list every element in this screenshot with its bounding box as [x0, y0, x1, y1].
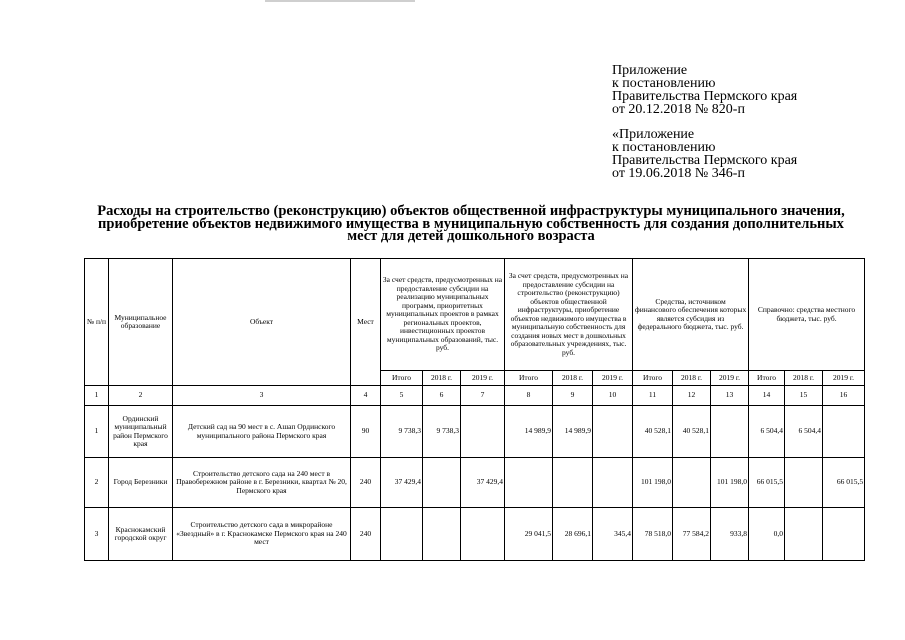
table-row	[85, 508, 865, 561]
header-municipality: Муниципальное образование	[109, 259, 173, 386]
value-cell: 9 738,3	[381, 406, 423, 458]
value-cell: 37 429,4	[381, 458, 423, 508]
value-cell: 14 989,9	[505, 406, 553, 458]
appendix-line: Приложение	[612, 63, 688, 78]
subheader-2018: 2018 г.	[553, 371, 593, 386]
title-line: Расходы на строительство (реконструкцию) объектов общественной инфраструктуры муниципального значения,	[97, 203, 845, 219]
row-object: Детский сад на 90 мест в с. Ашап Ординского муниципального района Пермского края	[173, 406, 351, 458]
title-line: мест для детей дошкольного возраста	[347, 228, 595, 244]
value-cell	[461, 406, 505, 458]
subheader-total: Итого	[505, 371, 553, 386]
value-cell: 28 696,1	[553, 508, 593, 561]
subheader-2019: 2019 г.	[461, 371, 505, 386]
column-number: 12	[673, 386, 711, 406]
column-number: 13	[711, 386, 749, 406]
header-group-program-subsidy: За счет средств, предусмотренных на предоставление субсидии на реализацию муниципальных программ, приоритетных муниципальных проектов в рамках региональных проектов, инвестиционных проектов муниципальных образований, тыс. руб.	[381, 259, 505, 371]
value-cell	[593, 458, 633, 508]
column-number: 2	[109, 386, 173, 406]
scan-top-line	[265, 0, 415, 2]
row-municipality: Краснокамский городской округ	[109, 508, 173, 561]
value-cell	[673, 458, 711, 508]
value-cell	[423, 508, 461, 561]
value-cell: 6 504,4	[749, 406, 785, 458]
column-number: 9	[553, 386, 593, 406]
header-group-local-budget: Справочно: средства местного бюджета, тыс. руб.	[749, 259, 865, 371]
value-cell	[785, 458, 823, 508]
value-cell: 29 041,5	[505, 508, 553, 561]
value-cell	[823, 406, 865, 458]
value-cell: 101 198,0	[711, 458, 749, 508]
value-cell: 9 738,3	[423, 406, 461, 458]
value-cell: 101 198,0	[633, 458, 673, 508]
value-cell	[711, 406, 749, 458]
subheader-total: Итого	[633, 371, 673, 386]
column-number: 8	[505, 386, 553, 406]
table-row	[85, 406, 865, 458]
row-object: Строительство детского сада на 240 мест в Правобережном районе в г. Березники, квартал № 20, Пермского края	[173, 458, 351, 508]
header-object: Объект	[173, 259, 351, 386]
value-cell	[423, 458, 461, 508]
appendix-line: от 20.12.2018 № 820-п	[612, 102, 745, 117]
value-cell	[505, 458, 553, 508]
subheader-total: Итого	[381, 371, 423, 386]
value-cell	[785, 508, 823, 561]
appendix-line: Правительства Пермского края	[612, 89, 798, 104]
column-number: 5	[381, 386, 423, 406]
value-cell: 66 015,5	[823, 458, 865, 508]
header-num: № п/п	[85, 259, 109, 386]
subheader-2019: 2019 г.	[823, 371, 865, 386]
column-number: 3	[173, 386, 351, 406]
value-cell: 0,0	[749, 508, 785, 561]
row-places: 240	[351, 458, 381, 508]
subheader-total: Итого	[749, 371, 785, 386]
column-number: 15	[785, 386, 823, 406]
row-places: 90	[351, 406, 381, 458]
subheader-2019: 2019 г.	[593, 371, 633, 386]
value-cell	[553, 458, 593, 508]
appendix-line: к постановлению	[612, 76, 716, 91]
appendix-line: «Приложение	[612, 127, 695, 142]
column-number: 16	[823, 386, 865, 406]
value-cell	[461, 508, 505, 561]
value-cell: 40 528,1	[673, 406, 711, 458]
value-cell: 37 429,4	[461, 458, 505, 508]
value-cell: 933,8	[711, 508, 749, 561]
appendix-block-original	[612, 128, 797, 180]
table-row	[85, 458, 865, 508]
appendix-line: к постановлению	[612, 140, 716, 155]
column-number: 10	[593, 386, 633, 406]
value-cell: 40 528,1	[633, 406, 673, 458]
column-number-row	[85, 386, 865, 406]
header-row	[85, 259, 865, 371]
header-group-construction-subsidy: За счет средств, предусмотренных на предоставление субсидии на строительство (реконструкцию) объектов общественной инфраструктуры, приобретение объектов недвижимого имущества в муниципальную собственность для создания новых мест в дошкольных образовательных учреждениях, тыс. руб.	[505, 259, 633, 371]
subheader-2018: 2018 г.	[423, 371, 461, 386]
value-cell: 77 584,2	[673, 508, 711, 561]
value-cell: 345,4	[593, 508, 633, 561]
column-number: 14	[749, 386, 785, 406]
value-cell	[381, 508, 423, 561]
column-number: 4	[351, 386, 381, 406]
value-cell: 6 504,4	[785, 406, 823, 458]
value-cell: 66 015,5	[749, 458, 785, 508]
header-group-federal-subsidy: Средства, источником финансового обеспечения которых является субсидия из федерального бюджета, тыс. руб.	[633, 259, 749, 371]
row-municipality: Город Березники	[109, 458, 173, 508]
value-cell: 78 518,0	[633, 508, 673, 561]
row-num: 1	[85, 406, 109, 458]
appendix-line: Правительства Пермского края	[612, 153, 798, 168]
row-municipality: Ординский муниципальный район Пермского края	[109, 406, 173, 458]
subheader-2018: 2018 г.	[673, 371, 711, 386]
column-number: 1	[85, 386, 109, 406]
value-cell	[823, 508, 865, 561]
appendix-line: от 19.06.2018 № 346-п	[612, 166, 745, 181]
subheader-2018: 2018 г.	[785, 371, 823, 386]
document-title	[60, 205, 882, 243]
row-places: 240	[351, 508, 381, 561]
column-number: 11	[633, 386, 673, 406]
title-line: приобретение объектов недвижимого имущества в муниципальную собственность для создания дополнительных	[98, 215, 844, 232]
row-object: Строительство детского сада в микрорайоне «Звездный» в г. Краснокамске Пермского края на 240 мест	[173, 508, 351, 561]
row-num: 3	[85, 508, 109, 561]
subheader-2019: 2019 г.	[711, 371, 749, 386]
header-places: Мест	[351, 259, 381, 386]
column-number: 6	[423, 386, 461, 406]
column-number: 7	[461, 386, 505, 406]
value-cell: 14 989,9	[553, 406, 593, 458]
row-num: 2	[85, 458, 109, 508]
expenses-table	[84, 258, 865, 561]
value-cell	[593, 406, 633, 458]
appendix-block-current	[612, 64, 797, 116]
